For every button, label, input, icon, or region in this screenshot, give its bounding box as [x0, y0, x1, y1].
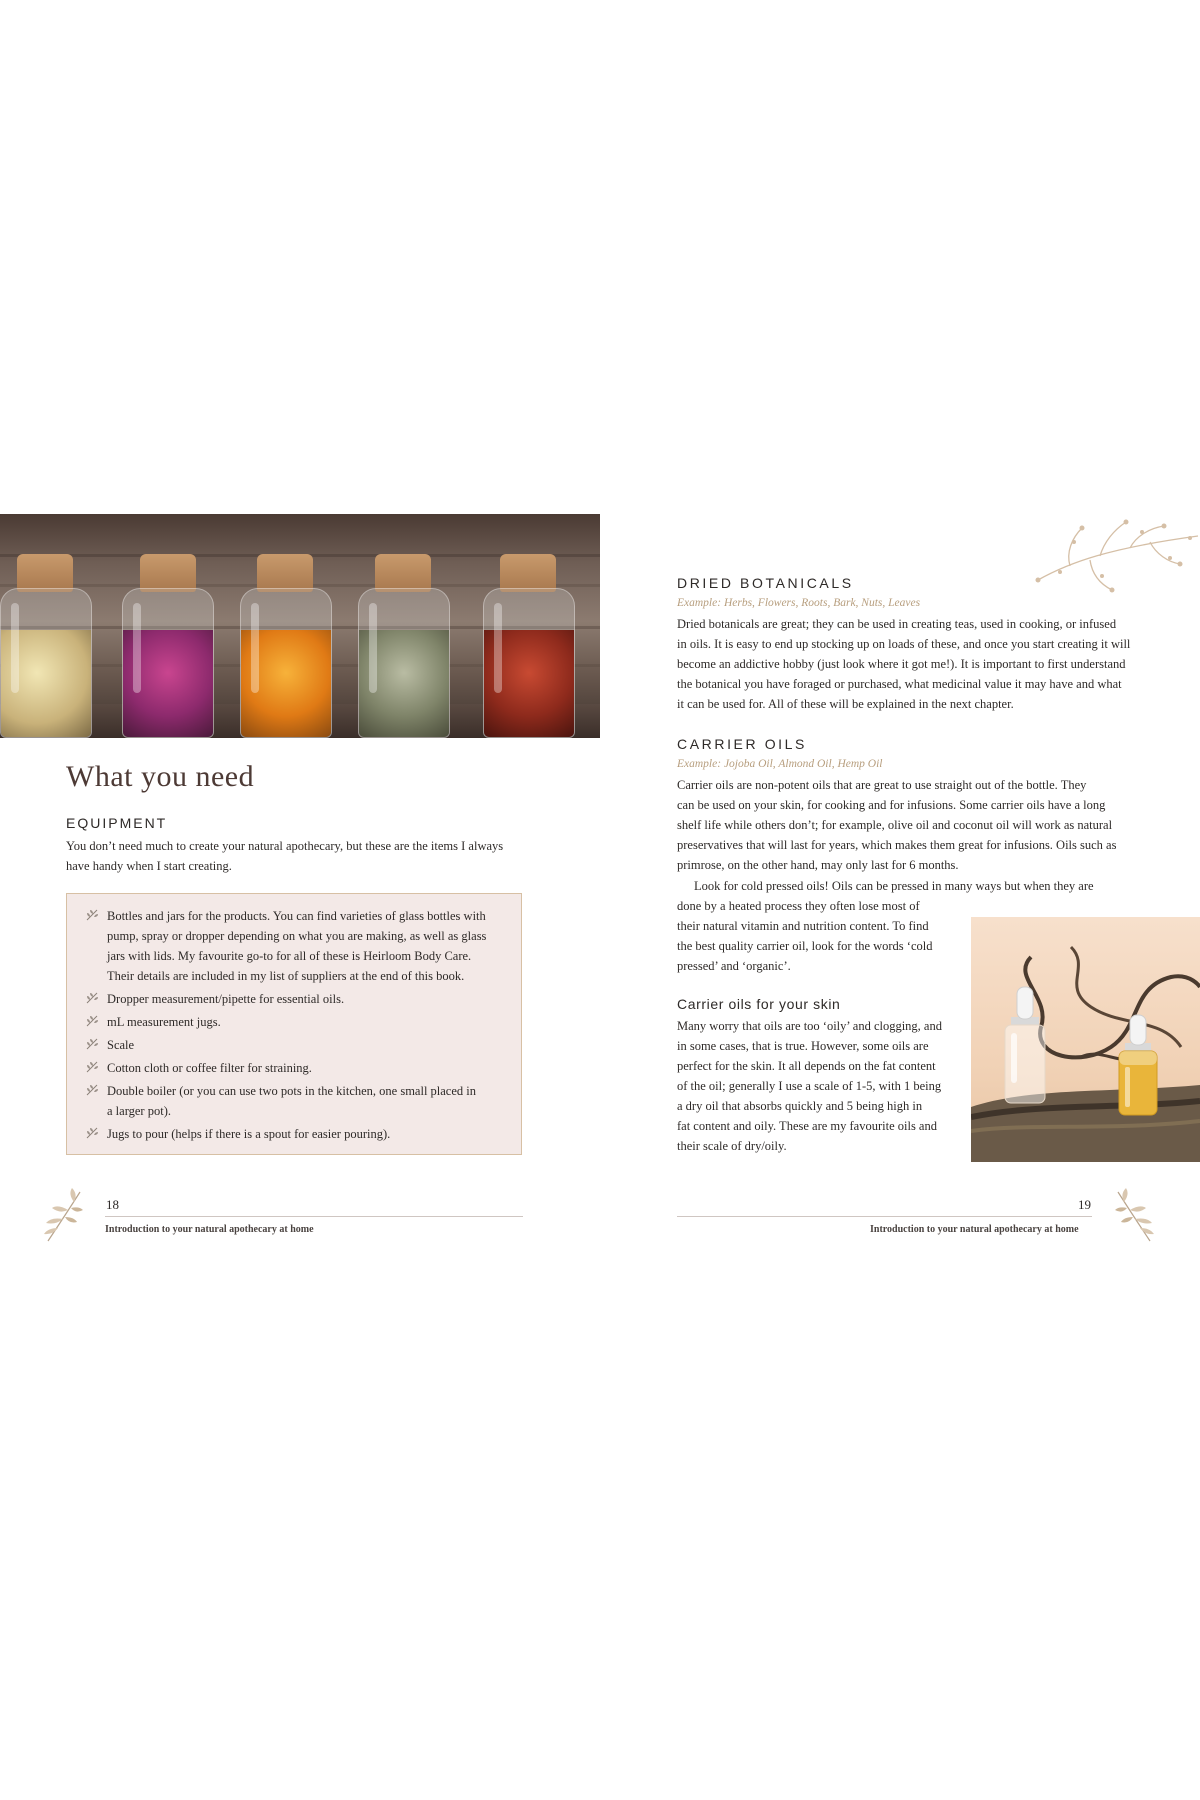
botanical-sprig-icon	[38, 1186, 88, 1246]
leaf-bullet-icon	[85, 1126, 99, 1140]
leaf-bullet-icon	[85, 1014, 99, 1028]
herb-jars-photo	[0, 514, 600, 738]
skin-oils-paragraph: Many worry that oils are too ‘oily’ and clogging, and in some cases, that is true. However, some oils are perfect for the skin. It all depends on the fat content of the oil; generally I use a scale of 1-5, with 1 being a dry oil that absorbs quickly and 5 being high in fat content and oily. These are my favourite oils and their scale of dry/oily.	[677, 1019, 942, 1153]
footer-rule	[105, 1216, 523, 1217]
botanical-sprig-icon	[1110, 1186, 1160, 1246]
running-footer-right: Introduction to your natural apothecary at home	[870, 1224, 1079, 1235]
footer-rule	[677, 1216, 1092, 1217]
page-number-left: 18	[106, 1197, 119, 1212]
page-number-right: 19	[1078, 1197, 1091, 1212]
carrier-oils-paragraph: Carrier oils are non-potent oils that are great to use straight out of the bottle. They can be used on your skin, for cooking and for infusions. Some carrier oils have a long shelf life while others don’t; for example, olive oil and coconut oil will work as natural preservatives that will last for years, which makes them great for infusions. Oils such as primrose, on the other hand, may only last for 6 months.	[677, 778, 1117, 872]
list-item: Cotton cloth or coffee filter for straining.	[85, 1058, 495, 1078]
oil-bottles-photo	[971, 917, 1200, 1162]
running-footer-left: Introduction to your natural apothecary at home	[105, 1224, 314, 1235]
leaf-bullet-icon	[85, 1083, 99, 1097]
carrier-oils-heading: CARRIER OILS	[677, 736, 807, 752]
page-title: What you need	[66, 760, 255, 793]
corner-branch-icon	[1030, 512, 1200, 596]
list-item: Dropper measurement/pipette for essential oils.	[85, 989, 495, 1009]
leaf-bullet-icon	[85, 991, 99, 1005]
list-item: mL measurement jugs.	[85, 1012, 495, 1032]
equipment-list	[85, 906, 495, 1144]
skin-oils-heading: Carrier oils for your skin	[677, 996, 841, 1012]
leaf-bullet-icon	[85, 1037, 99, 1051]
dried-botanicals-paragraph: Dried botanicals are great; they can be used in creating teas, used in cooking, or infused in oils. It is easy to end up stocking up on loads of these, and once you start creating it will become an addictive hobby (just look where it got me!). It is important to first understand the botanical you have foraged or purchased, what medicinal value it may have and what it can be used for. All of these will be explained in the next chapter.	[677, 617, 1131, 711]
carrier-oils-example: Example: Jojoba Oil, Almond Oil, Hemp Oil	[677, 758, 883, 770]
leaf-bullet-icon	[85, 908, 99, 922]
cold-pressed-paragraph: Look for cold pressed oils! Oils can be pressed in many ways but when they are	[694, 879, 1094, 893]
equipment-intro: You don’t need much to create your natural apothecary, but these are the items I always have handy when I start creating.	[66, 839, 504, 873]
equipment-heading: EQUIPMENT	[66, 815, 168, 831]
list-item: Scale	[85, 1035, 495, 1055]
equipment-callout	[66, 893, 522, 1155]
cold-pressed-continued: done by a heated process they often lose most of their natural vitamin and nutrition content. To find the best quality carrier oil, look for the words ‘cold pressed’ and ‘organic’.	[677, 899, 933, 973]
list-item: Bottles and jars for the products. You can find varieties of glass bottles with pump, spray or dropper depending on what you are making, as well as glass jars with lids. My favourite go-to for all of these is Heirloom Body Care. Their details are included in my list of suppliers at the end of this book.	[85, 906, 495, 986]
list-item: Jugs to pour (helps if there is a spout for easier pouring).	[85, 1124, 495, 1144]
dried-botanicals-heading: DRIED BOTANICALS	[677, 575, 854, 591]
oil-bottles-illustration	[971, 917, 1200, 1162]
dried-botanicals-example: Example: Herbs, Flowers, Roots, Bark, Nuts, Leaves	[677, 597, 921, 609]
leaf-bullet-icon	[85, 1060, 99, 1074]
list-item: Double boiler (or you can use two pots in the kitchen, one small placed in a larger pot).	[85, 1081, 495, 1121]
